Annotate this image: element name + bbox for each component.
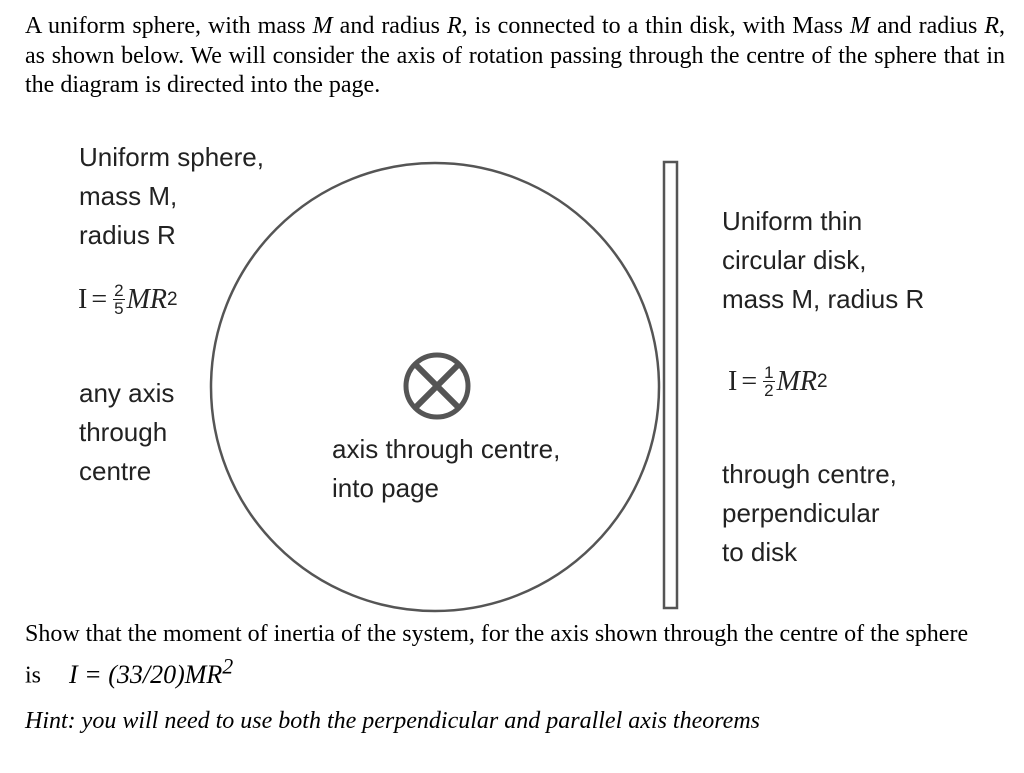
disk-inertia-formula: I = $\frac{1}{2}$ MR 2 bbox=[728, 363, 828, 400]
target-equation: $I = (33/20)MR^2$ bbox=[69, 654, 234, 689]
intro-paragraph: A uniform sphere, with mass M and radius R, is connected to a thin disk, with Mass M and radius R, as shown below. We will consider the axis of rotation passing through the centre of the sphere that in the diagram is directed into the page. bbox=[25, 13, 1005, 98]
disk-label: Uniform thin circular disk, mass M, radius R bbox=[722, 206, 925, 314]
question-text: Show that the moment of inertia of the system, for the axis shown through the centre of the sphere is $I = (33/20)MR^2$ bbox=[25, 621, 969, 689]
thin-disk bbox=[664, 162, 677, 608]
disk-axis-label: through centre, perpendicular to disk bbox=[722, 459, 897, 567]
axis-into-page-icon bbox=[406, 355, 468, 417]
sphere-label: Uniform sphere, mass M, radius R bbox=[79, 142, 264, 250]
sphere-axis-label: any axis through centre bbox=[79, 378, 175, 486]
hint-text: Hint: you will need to use both the perpendicular and parallel axis theorems bbox=[25, 708, 760, 734]
sphere-inertia-formula: I = $\frac{2}{5}$ MR 2 bbox=[78, 281, 178, 318]
center-axis-label: axis through centre, into page bbox=[332, 434, 561, 503]
